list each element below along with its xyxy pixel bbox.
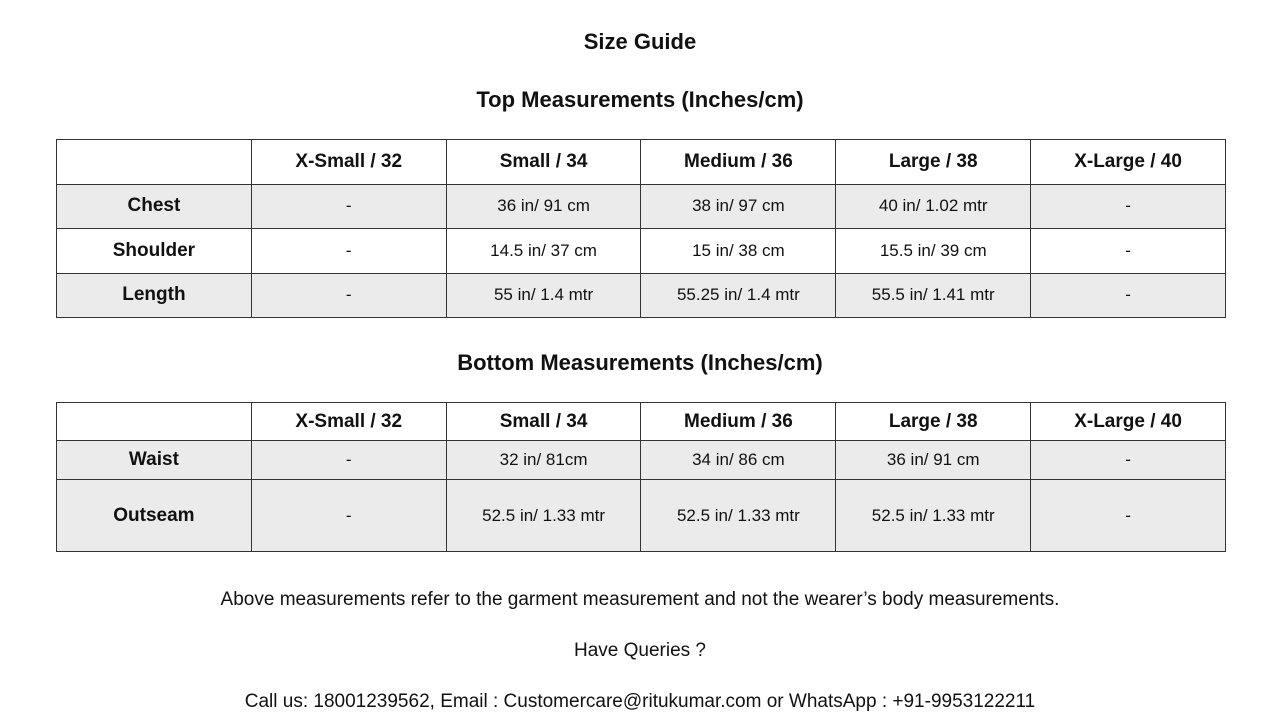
- row-label: Length: [57, 273, 252, 318]
- table-header-row: [57, 140, 1226, 185]
- table-cell: -: [1031, 184, 1226, 229]
- table-cell: 34 in/ 86 cm: [641, 441, 836, 480]
- table-cell: 55.5 in/ 1.41 mtr: [836, 273, 1031, 318]
- table-cell: -: [1031, 229, 1226, 274]
- table-cell: -: [251, 441, 446, 480]
- table-cell: 55 in/ 1.4 mtr: [446, 273, 641, 318]
- column-header: Medium / 36: [641, 403, 836, 441]
- column-header: Small / 34: [446, 140, 641, 185]
- column-header: X-Large / 40: [1031, 403, 1226, 441]
- table-cell: 14.5 in/ 37 cm: [446, 229, 641, 274]
- table-cell: 15.5 in/ 39 cm: [836, 229, 1031, 274]
- table-cell: 52.5 in/ 1.33 mtr: [836, 480, 1031, 552]
- table-cell: -: [251, 184, 446, 229]
- row-label: Waist: [57, 441, 252, 480]
- queries-text: Have Queries ?: [573, 640, 706, 661]
- bottom-measurements-table: [56, 402, 1226, 552]
- table-cell: 40 in/ 1.02 mtr: [836, 184, 1031, 229]
- column-header: [57, 403, 252, 441]
- table-row: [57, 441, 1226, 480]
- column-header: Large / 38: [836, 403, 1031, 441]
- column-header: [57, 140, 252, 185]
- top-measurements-table: [56, 139, 1226, 318]
- measurement-note: Above measurements refer to the garment measurement and not the wearer’s body measurements.: [220, 589, 1060, 610]
- row-label: Shoulder: [57, 229, 252, 274]
- table-cell: -: [251, 229, 446, 274]
- column-header: Large / 38: [836, 140, 1031, 185]
- column-header: X-Small / 32: [251, 403, 446, 441]
- column-header: X-Small / 32: [251, 140, 446, 185]
- column-header: X-Large / 40: [1031, 140, 1226, 185]
- table-cell: 38 in/ 97 cm: [641, 184, 836, 229]
- top-measurements-heading: Top Measurements (Inches/cm): [476, 87, 804, 112]
- table-row: [57, 480, 1226, 552]
- table-row: [57, 273, 1226, 318]
- page-title: Size Guide: [583, 29, 697, 54]
- column-header: Medium / 36: [641, 140, 836, 185]
- table-header-row: [57, 403, 1226, 441]
- column-header: Small / 34: [446, 403, 641, 441]
- table-cell: 15 in/ 38 cm: [641, 229, 836, 274]
- table-cell: 36 in/ 91 cm: [836, 441, 1031, 480]
- contact-info: Call us: 18001239562, Email : Customercare@ritukumar.com or WhatsApp : +91-9953122211: [244, 691, 1036, 712]
- table-cell: -: [1031, 480, 1226, 552]
- table-cell: 52.5 in/ 1.33 mtr: [641, 480, 836, 552]
- table-cell: 52.5 in/ 1.33 mtr: [446, 480, 641, 552]
- table-cell: -: [251, 273, 446, 318]
- table-cell: 32 in/ 81cm: [446, 441, 641, 480]
- table-cell: 55.25 in/ 1.4 mtr: [641, 273, 836, 318]
- row-label: Chest: [57, 184, 252, 229]
- table-cell: -: [1031, 441, 1226, 480]
- table-row: [57, 184, 1226, 229]
- bottom-measurements-heading: Bottom Measurements (Inches/cm): [457, 350, 823, 375]
- table-cell: -: [1031, 273, 1226, 318]
- table-cell: -: [251, 480, 446, 552]
- table-row: [57, 229, 1226, 274]
- table-cell: 36 in/ 91 cm: [446, 184, 641, 229]
- row-label: Outseam: [57, 480, 252, 552]
